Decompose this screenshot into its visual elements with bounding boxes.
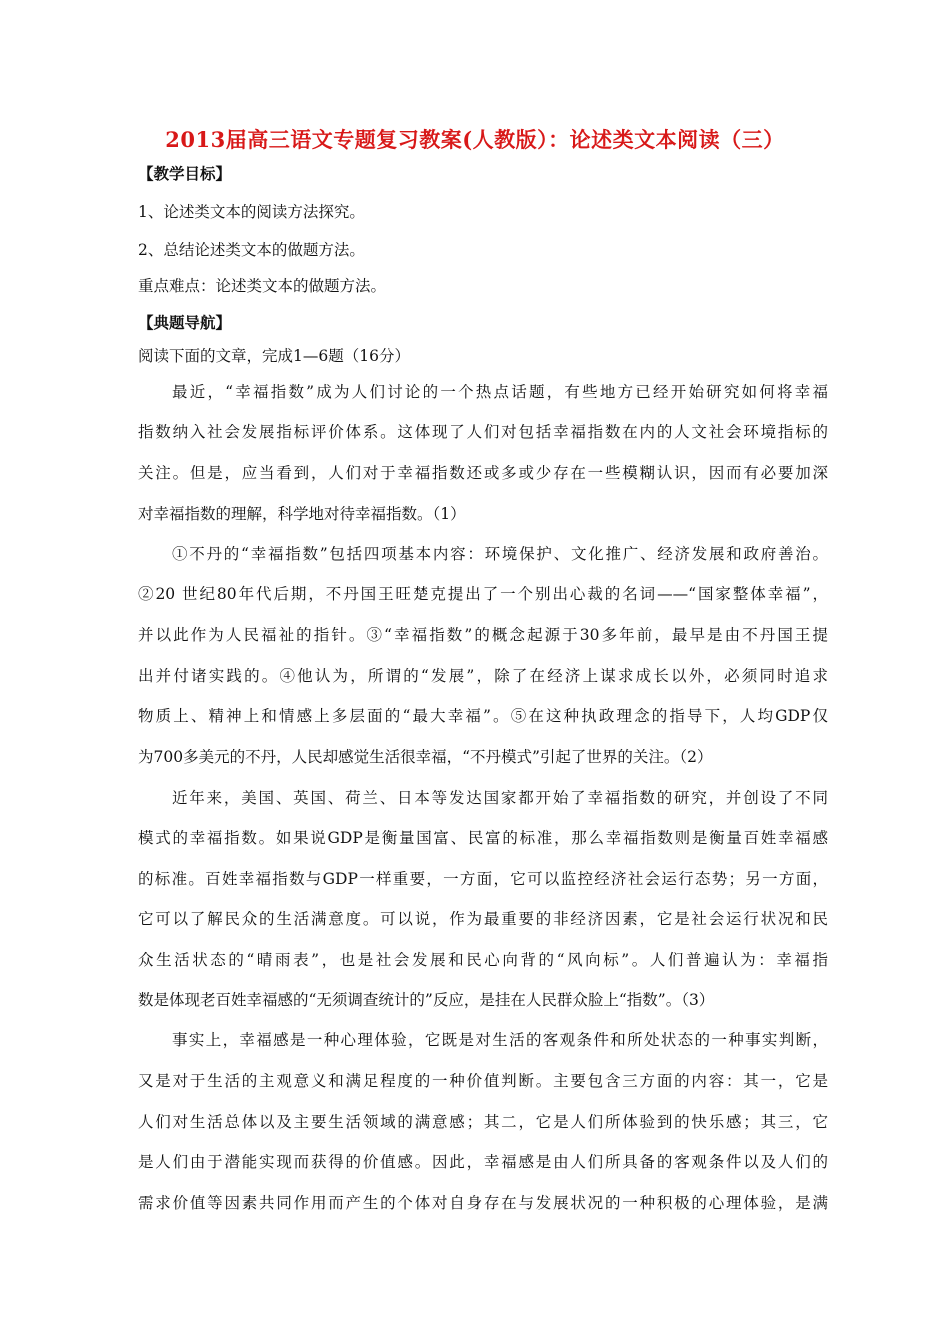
goal-item-1: 1、论述类文本的阅读方法探究。 — [138, 203, 365, 221]
goal-item-2: 2、总结论述类文本的做题方法。 — [138, 241, 365, 259]
paragraph-line: 它可以了解民众的生活满意度。可以说，作为最重要的非经济因素，它是社会运行状况和民 — [138, 910, 828, 928]
paragraph-line: ①不丹的“幸福指数”包括四项基本内容：环境保护、文化推广、经济发展和政府善治。 — [172, 545, 828, 563]
paragraph-line: 的标准。百姓幸福指数与GDP一样重要，一方面，它可以监控经济社会运行态势；另一方面， — [138, 870, 828, 888]
example-guide-heading: 【典题导航】 — [138, 313, 232, 332]
paragraph-line: 人们对生活总体以及主要生活领域的满意感；其二，它是人们所体验到的快乐感；其三，它 — [138, 1113, 828, 1131]
paragraph-line: 指数纳入社会发展指标评价体系。这体现了人们对包括幸福指数在内的人文社会环境指标的 — [138, 423, 828, 441]
paragraph-line: 模式的幸福指数。如果说GDP是衡量国富、民富的标准，那么幸福指数则是衡量百姓幸福感 — [138, 829, 828, 847]
paragraph-line: 出并付诸实践的。④他认为，所谓的“发展”，除了在经济上谋求成长以外，必须同时追求 — [138, 667, 828, 685]
paragraph-line: 并以此作为人民福祉的指针。③“幸福指数”的概念起源于30多年前，最早是由不丹国王提 — [138, 626, 828, 644]
key-point-text: 重点难点：论述类文本的做题方法。 — [138, 277, 387, 295]
paragraph-line: 事实上，幸福感是一种心理体验，它既是对生活的客观条件和所处状态的一种事实判断， — [172, 1031, 828, 1049]
paragraph-line: ②20 世纪80年代后期，不丹国王旺楚克提出了一个别出心裁的名词——“国家整体幸福”， — [138, 585, 828, 603]
paragraph-line: 需求价值等因素共同作用而产生的个体对自身存在与发展状况的一种积极的心理体验，是满 — [138, 1194, 828, 1212]
teaching-goals-heading: 【教学目标】 — [138, 164, 232, 183]
paragraph-line: 近年来，美国、英国、荷兰、日本等发达国家都开始了幸福指数的研究，并创设了不同 — [172, 789, 828, 807]
paragraph-line: 又是对于生活的主观意义和满足程度的一种价值判断。主要包含三方面的内容：其一，它是 — [138, 1072, 828, 1090]
reading-instruction: 阅读下面的文章，完成1—6题（16分） — [138, 347, 410, 365]
paragraph-line: 物质上、精神上和情感上多层面的“最大幸福”。⑤在这种执政理念的指导下，人均GDP仅 — [138, 707, 828, 725]
paragraph-line: 数是体现老百姓幸福感的“无须调查统计的”反应，是挂在人民群众脸上“指数”。（3） — [138, 991, 715, 1009]
document-title: 2013届高三语文专题复习教案(人教版）：论述类文本阅读（三） — [165, 127, 785, 152]
paragraph-line: 是人们由于潜能实现而获得的价值感。因此，幸福感是由人们所具备的客观条件以及人们的 — [138, 1153, 828, 1171]
paragraph-line: 众生活状态的“晴雨表”，也是社会发展和民心向背的“风向标”。人们普遍认为：幸福指 — [138, 951, 828, 969]
paragraph-line: 关注。但是，应当看到，人们对于幸福指数还或多或少存在一些模糊认识，因而有必要加深 — [138, 464, 828, 482]
paragraph-line: 最近，“幸福指数”成为人们讨论的一个热点话题，有些地方已经开始研究如何将幸福 — [172, 383, 828, 401]
paragraph-line: 对幸福指数的理解，科学地对待幸福指数。（1） — [138, 505, 466, 523]
paragraph-line: 为700多美元的不丹，人民却感觉生活很幸福，“不丹模式”引起了世界的关注。（2） — [138, 748, 713, 766]
